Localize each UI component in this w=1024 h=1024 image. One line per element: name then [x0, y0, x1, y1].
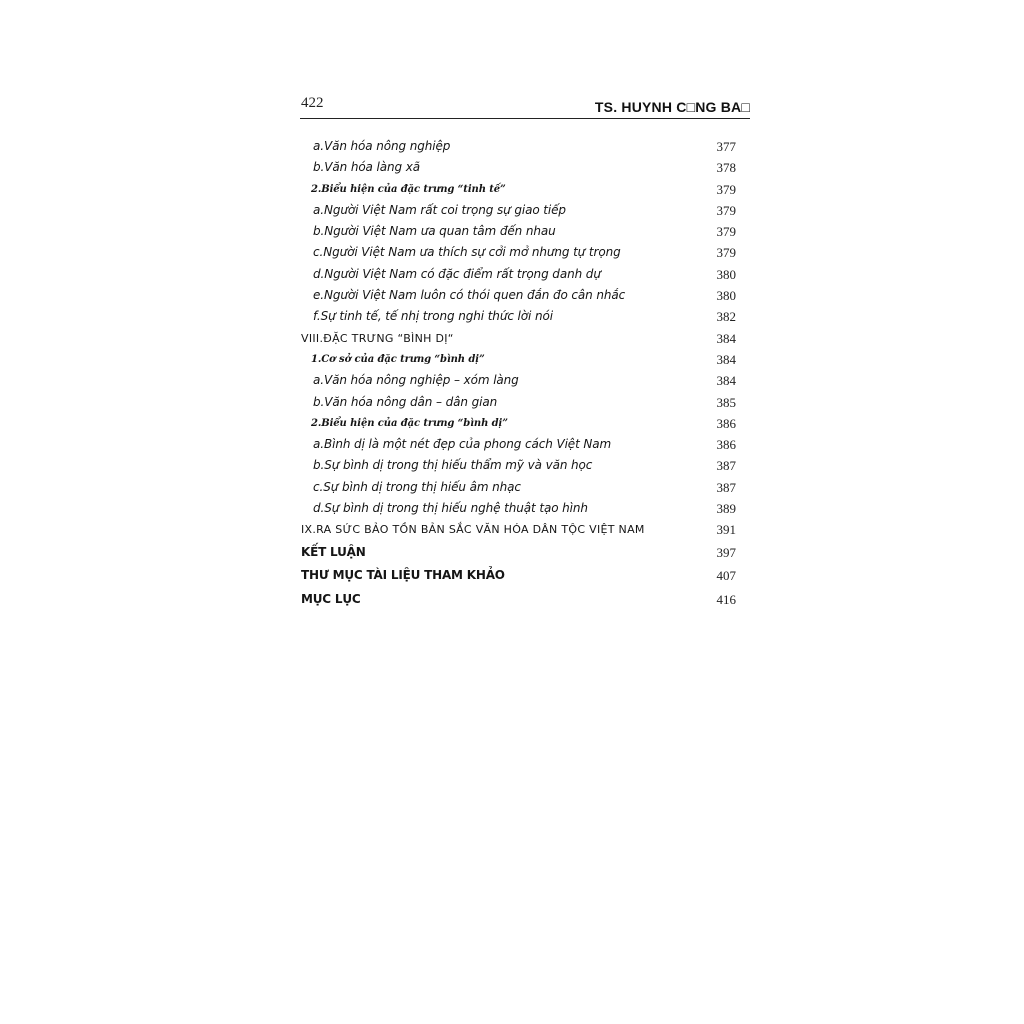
- toc-entry: [300, 157, 736, 178]
- toc-entry-title: a.Văn hóa nông nghiệp – xóm làng: [313, 373, 519, 388]
- toc-entry-page: 384: [716, 330, 736, 346]
- toc-entry-title: b.Người Việt Nam ưa quan tâm đến nhau: [313, 224, 556, 239]
- toc-entry-title: e.Người Việt Nam luôn có thói quen đắn đo cân nhắc: [313, 288, 626, 303]
- toc-entry-page: 407: [716, 568, 736, 584]
- toc-entry-title: f.Sự tinh tế, tế nhị trong nghi thức lời nói: [313, 309, 553, 324]
- toc-entry: [300, 519, 736, 540]
- toc-entry-page: 380: [716, 266, 736, 282]
- toc-entry-page: 380: [716, 288, 736, 304]
- toc-entry-title: d.Sự bình dị trong thị hiếu nghệ thuật tạo hình: [313, 501, 588, 516]
- toc-entry: [300, 349, 736, 370]
- toc-entry: [300, 306, 736, 327]
- toc-entry-page: 384: [716, 351, 736, 367]
- toc-entry: [300, 285, 736, 306]
- page-number: 422: [301, 95, 324, 111]
- toc-entry-page: 387: [716, 479, 736, 495]
- toc-entry: [300, 136, 736, 157]
- running-head: TS. HUYNH C□NG BA□: [594, 99, 750, 115]
- toc-entry-page: 382: [716, 309, 736, 325]
- toc-entry-title: MỤC LỤC: [301, 591, 361, 606]
- toc-entry-title: a.Văn hóa nông nghiệp: [313, 139, 451, 153]
- toc-entry-title: a.Người Việt Nam rất coi trọng sự giao tiếp: [313, 202, 566, 217]
- toc-entry-title: b.Văn hóa làng xã: [313, 160, 421, 175]
- toc-entry-title: b.Văn hóa nông dân – dân gian: [313, 394, 498, 409]
- toc-entry-page: 379: [716, 224, 736, 240]
- toc-entry-title: KẾT LUẬN: [301, 544, 366, 559]
- toc-entry-title: 2.Biểu hiện của đặc trưng “tinh tế”: [311, 183, 506, 195]
- toc-entry: [300, 498, 736, 519]
- toc-entry-page: 377: [716, 139, 736, 154]
- toc-entry-page: 378: [716, 160, 736, 176]
- toc-entry: [300, 200, 736, 221]
- toc-entry: [300, 264, 736, 285]
- toc-entry-page: 386: [716, 437, 736, 453]
- toc-entry: [300, 242, 736, 263]
- toc-entry-title: VIII.ĐẶC TRƯNG “BÌNH DỊ“: [301, 331, 454, 345]
- toc-entry-title: 2.Biểu hiện của đặc trưng “bình dị”: [311, 417, 508, 429]
- toc-entry-page: 385: [716, 394, 736, 410]
- toc-entry-title: c.Sự bình dị trong thị hiếu âm nhạc: [313, 479, 521, 494]
- toc-entry-page: 386: [716, 415, 736, 431]
- toc-entry-title: IX.RA SỨC BẢO TỒN BẢN SẮC VĂN HÓA DÂN TỘC VIỆT NAM: [301, 523, 645, 537]
- toc-entry: [300, 221, 736, 242]
- toc-entry-title: THƯ MỤC TÀI LIỆU THAM KHẢO: [301, 568, 505, 583]
- toc-entry: [300, 413, 736, 434]
- toc-entry-page: 391: [716, 522, 736, 538]
- toc-entry: [300, 455, 736, 476]
- toc-entry-title: a.Bình dị là một nét đẹp của phong cách Việt Nam: [313, 437, 612, 452]
- toc-entry: [300, 477, 736, 498]
- toc-entry-page: 389: [716, 501, 736, 517]
- toc-entry: [300, 392, 736, 413]
- toc-entry-page: 379: [716, 181, 736, 197]
- toc-entry: [300, 588, 736, 612]
- toc-entry: [300, 179, 736, 200]
- toc-entry: [300, 564, 736, 588]
- toc-entry: [300, 328, 736, 349]
- table-of-contents: [300, 136, 736, 611]
- toc-entry-page: 384: [716, 373, 736, 389]
- toc-entry-title: c.Người Việt Nam ưa thích sự cởi mở nhưng tự trọng: [313, 245, 621, 260]
- toc-entry-page: 379: [716, 202, 736, 218]
- toc-entry-title: b.Sự bình dị trong thị hiếu thẩm mỹ và văn học: [313, 458, 593, 473]
- toc-entry: [300, 541, 736, 565]
- page-header: [300, 92, 750, 119]
- toc-entry-page: 379: [716, 245, 736, 261]
- toc-entry-title: 1.Cơ sở của đặc trưng “bình dị”: [311, 353, 485, 365]
- toc-entry-page: 387: [716, 458, 736, 474]
- toc-entry: [300, 434, 736, 455]
- toc-entry-title: d.Người Việt Nam có đặc điểm rất trọng danh dự: [313, 266, 601, 281]
- toc-entry: [300, 370, 736, 391]
- toc-entry-page: 416: [716, 591, 736, 607]
- toc-entry-page: 397: [716, 544, 736, 560]
